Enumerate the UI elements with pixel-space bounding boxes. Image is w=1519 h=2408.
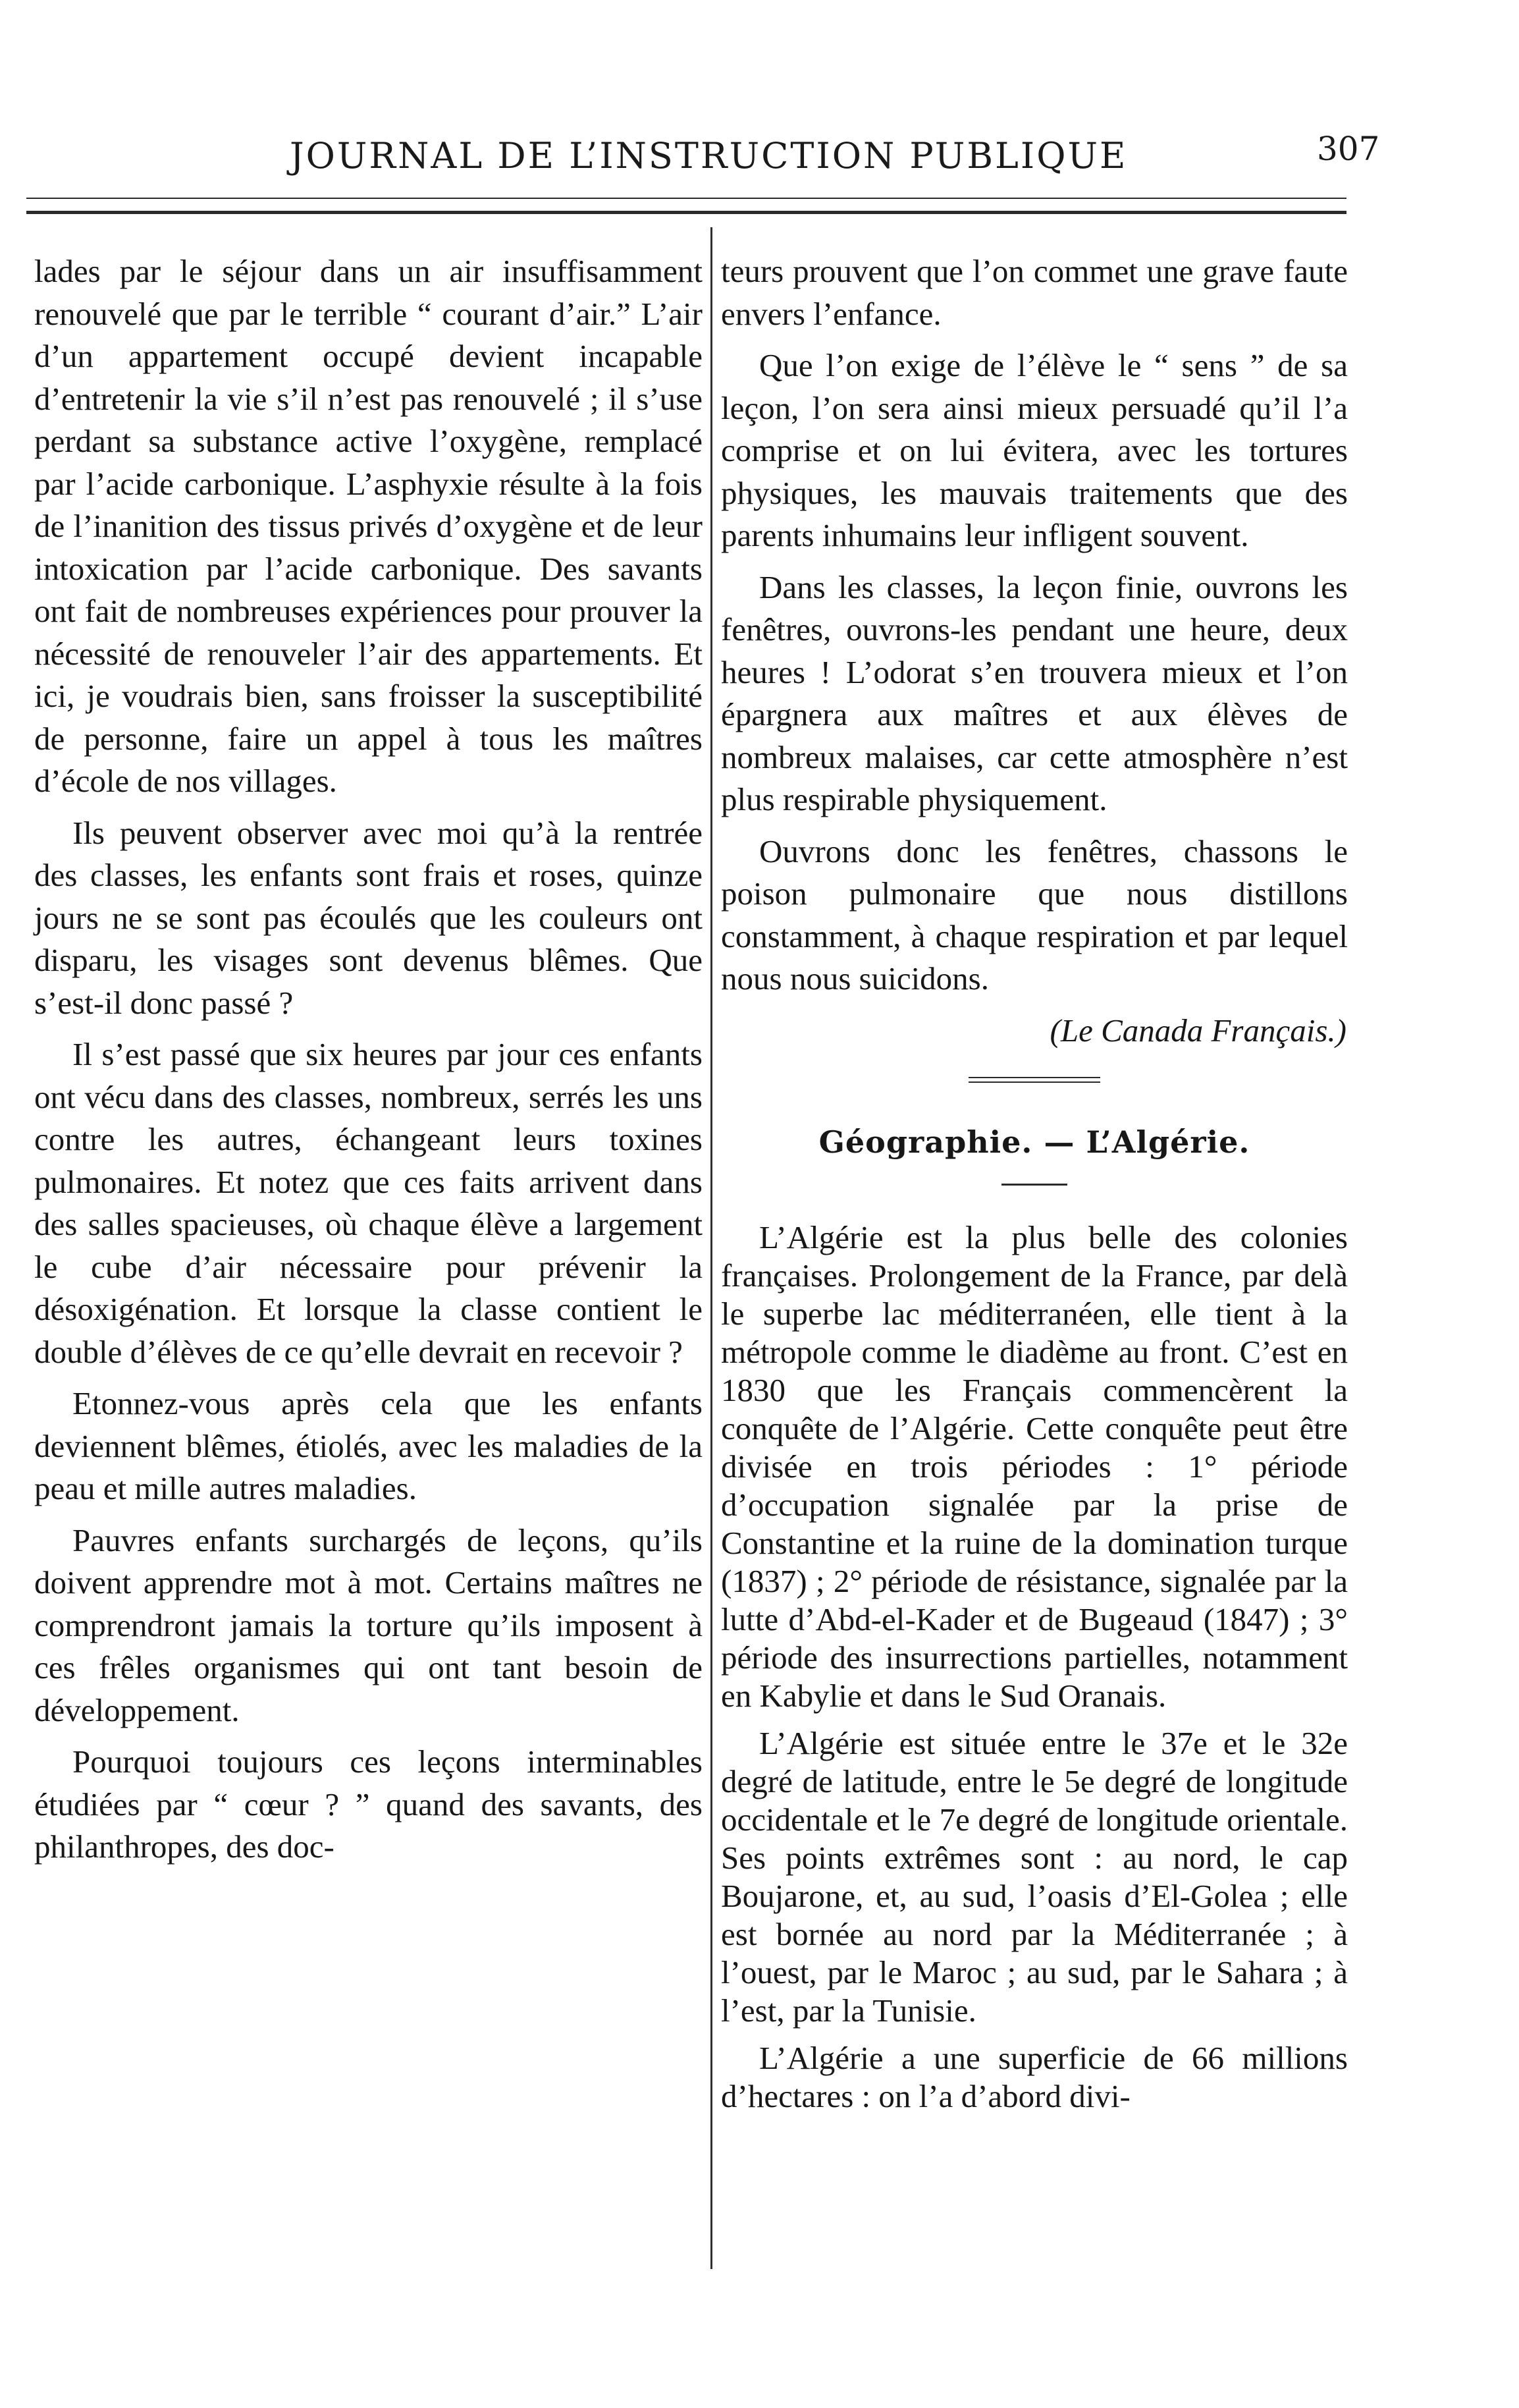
paragraph: lades par le séjour dans un air insuffisamment renouvelé que par le terrible “ courant d’air.” L’air d’un appartement occupé devient incapable d’entretenir la vie s’il n’est pas renouvelé ; il s’use perdant sa substance active l’oxygène, remplacé par l’acide carbonique. L’asphyxie résulte à la fois de l’inanition des tissus privés d’oxygène et de leur intoxication par l’acide carbonique. Des savants ont fait de nombreuses expériences pour prouver la nécessité de renouveler l’air des appartements. Et ici, je voudrais bien, sans froisser la susceptibilité de personne, faire un appel à tous les maîtres d’école de nos villages. bbox=[34, 253, 703, 799]
left-column bbox=[34, 250, 703, 1869]
paragraph: Ils peuvent observer avec moi qu’à la rentrée des classes, les enfants sont frais et roses, quinze jours ne se sont pas écoulés que les couleurs ont disparu, les visages sont devenus blêmes. Que s’est-il donc passé ? bbox=[34, 814, 703, 1021]
paragraph: Etonnez-vous après cela que les enfants deviennent blêmes, étiolés, avec les maladies de la peau et mille autres maladies. bbox=[34, 1385, 703, 1506]
paragraph: L’Algérie est la plus belle des colonies françaises. Prolongement de la France, par delà le superbe lac méditerranéen, elle tient à la métropole comme le diadème au front. C’est en 1830 que les Français commencèrent la conquête de l’Algérie. Cette conquête peut être divisée en trois périodes : 1° période d’occupation signalée par la prise de Constantine et la ruine de la domination turque (1837) ; 2° période de résistance, signalée par la lutte d’Abd-el-Kader et de Bugeaud (1847) ; 3° période des insurrections partielles, notamment en Kabylie et dans le Sud Oranais. bbox=[721, 1218, 1348, 1714]
paragraph: Il s’est passé que six heures par jour ces enfants ont vécu dans des classes, nombreux, serrés les uns contre les autres, échangeant leurs toxines pulmonaires. Et notez que ces faits arrivent dans des salles spacieuses, où chaque élève a largement le cube d’air nécessaire pour prévenir la désoxigénation. Et lorsque la classe contient le double d’élèves de ce qu’elle devrait en recevoir ? bbox=[34, 1036, 703, 1370]
paragraph: Que l’on exige de l’élève le “ sens ” de sa leçon, l’on sera ainsi mieux persuadé qu’il l’a comprise et on lui évitera, avec les tortures physiques, les mauvais traitements que des parents inhumains leur infligent souvent. bbox=[721, 347, 1348, 553]
section-heading: Géographie. — L’Algérie. bbox=[818, 1124, 1250, 1160]
running-head bbox=[26, 130, 1380, 188]
journal-title: JOURNAL DE L’INSTRUCTION PUBLIQUE bbox=[290, 135, 1128, 177]
header-rule-thin bbox=[26, 198, 1346, 199]
paragraph: Ouvrons donc les fenêtres, chassons le poison pulmonaire que nous distillons constamment, à chaque respiration et par lequel nous nous suicidons. bbox=[721, 833, 1348, 997]
paragraph: Pourquoi toujours ces leçons interminables étudiées par “ cœur ? ” quand des savants, des philanthropes, des doc- bbox=[34, 1743, 703, 1865]
paragraph: teurs prouvent que l’on commet une grave faute envers l’enfance. bbox=[721, 253, 1348, 332]
paragraph: Dans les classes, la leçon finie, ouvrons les fenêtres, ouvrons-les pendant une heure, deux heures ! L’odorat s’en trouvera mieux et l’on épargnera aux maîtres et aux élèves de nombreux malaises, car cette atmosphère n’est plus respirable physiquement. bbox=[721, 568, 1348, 817]
paragraph: L’Algérie a une superficie de 66 millions d’hectares : on l’a d’abord divi- bbox=[721, 2039, 1348, 2114]
section-body bbox=[721, 1218, 1348, 2116]
section-separator bbox=[969, 1077, 1100, 1083]
paragraph: L’Algérie est située entre le 37e et le 32e degré de latitude, entre le 5e degré de longitude occidentale et le 7e degré de longitude orientale. Ses points extrêmes sont : au nord, le cap Boujarone, et, au sud, l’oasis d’El-Golea ; elle est bornée au nord par la Méditerranée ; à l’ouest, par le Maroc ; au sud, par le Sahara ; à l’est, par la Tunisie. bbox=[721, 1724, 1348, 2029]
column-divider bbox=[710, 227, 712, 2269]
heading-rule bbox=[1001, 1184, 1067, 1186]
right-column bbox=[721, 250, 1348, 2116]
page-number: 307 bbox=[1317, 130, 1380, 168]
source-citation: (Le Canada Français.) bbox=[1050, 1012, 1346, 1049]
paragraph: Pauvres enfants surchargés de leçons, qu’ils doivent apprendre mot à mot. Certains maîtres ne comprendront jamais la torture qu’ils imposent à ces frêles organismes qui ont tant besoin de développement. bbox=[34, 1521, 703, 1728]
header-rule-thick bbox=[26, 211, 1346, 214]
